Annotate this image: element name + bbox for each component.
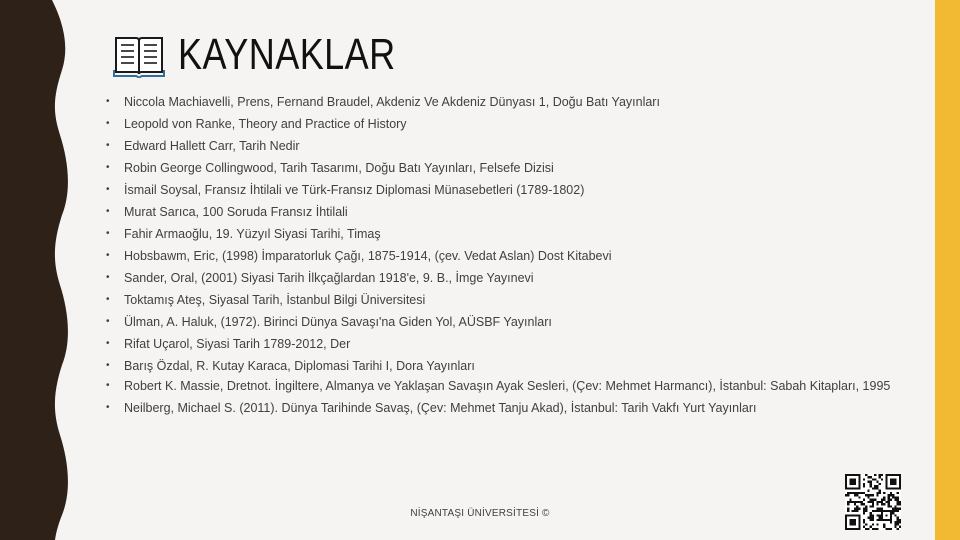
reference-item: [102, 401, 902, 415]
reference-text: Robert K. Massie, Dretnot. İngiltere, Almanya ve Yaklaşan Savaşın Ayak Sesleri, (Çev: Mehmet Harmancı), İstanbul: Sabah Kitapları, 1995: [124, 379, 891, 393]
reference-text: Robin George Collingwood, Tarih Tasarımı, Doğu Batı Yayınları, Felsefe Dizisi: [124, 161, 554, 175]
bullet-icon: •: [106, 272, 110, 283]
reference-item: [102, 161, 902, 175]
bullet-icon: •: [106, 316, 110, 327]
reference-item: [102, 205, 902, 219]
bullet-icon: •: [106, 338, 110, 349]
bullet-icon: •: [106, 118, 110, 129]
reference-text: Toktamış Ateş, Siyasal Tarih, İstanbul Bilgi Üniversitesi: [124, 293, 426, 307]
reference-text: Neilberg, Michael S. (2011). Dünya Tarihinde Savaş, (Çev: Mehmet Tanju Akad), İstanbul: Tarih Vakfı Yurt Yayınları: [124, 401, 757, 415]
reference-text: Edward Hallett Carr, Tarih Nedir: [124, 139, 300, 153]
qr-code-icon: [845, 474, 901, 530]
reference-text: İsmail Soysal, Fransız İhtilali ve Türk-Fransız Diplomasi Münasebetleri (1789-1802): [124, 183, 585, 197]
left-band-shape: [0, 0, 68, 540]
reference-item: [102, 227, 902, 241]
page-title: KAYNAKLAR: [178, 30, 396, 79]
left-decorative-band: [0, 0, 75, 540]
bullet-icon: •: [106, 294, 110, 305]
book-icon: [112, 32, 166, 78]
reference-text: Fahir Armaoğlu, 19. Yüzyıl Siyasi Tarihi, Timaş: [124, 227, 381, 241]
reference-text: Niccola Machiavelli, Prens, Fernand Braudel, Akdeniz Ve Akdeniz Dünyası 1, Doğu Batı Yayınları: [124, 95, 660, 109]
bullet-icon: •: [106, 206, 110, 217]
reference-list: [102, 95, 902, 423]
reference-text: Sander, Oral, (2001) Siyasi Tarih İlkçağlardan 1918'e, 9. B., İmge Yayınevi: [124, 271, 534, 285]
reference-item: [102, 271, 902, 285]
reference-item: [102, 249, 902, 263]
bullet-icon: •: [106, 250, 110, 261]
reference-item: [102, 337, 902, 351]
reference-item: [102, 379, 902, 393]
reference-item: [102, 293, 902, 307]
reference-item: [102, 359, 902, 373]
bullet-icon: •: [106, 184, 110, 195]
bullet-icon: •: [106, 402, 110, 413]
bullet-icon: •: [106, 96, 110, 107]
bullet-icon: •: [106, 228, 110, 239]
bullet-icon: •: [106, 140, 110, 151]
reference-text: Murat Sarıca, 100 Soruda Fransız İhtilali: [124, 205, 348, 219]
reference-text: Rifat Uçarol, Siyasi Tarih 1789-2012, Der: [124, 337, 351, 351]
reference-item: [102, 315, 902, 329]
reference-text: Leopold von Ranke, Theory and Practice of History: [124, 117, 407, 131]
bullet-icon: •: [106, 162, 110, 173]
reference-item: [102, 95, 902, 109]
reference-item: [102, 139, 902, 153]
bullet-icon: •: [106, 360, 110, 371]
footer-text: NİŞANTAŞI ÜNİVERSİTESİ ©: [410, 508, 550, 519]
reference-item: [102, 117, 902, 131]
title-area: [112, 30, 443, 80]
reference-text: Hobsbawm, Eric, (1998) İmparatorluk Çağı, 1875-1914, (çev. Vedat Aslan) Dost Kitabevi: [124, 249, 612, 263]
reference-item: [102, 183, 902, 197]
right-accent-band: [935, 0, 960, 540]
reference-text: Barış Özdal, R. Kutay Karaca, Diplomasi Tarihi I, Dora Yayınları: [124, 359, 475, 373]
bullet-icon: •: [106, 380, 110, 391]
reference-text: Ülman, A. Haluk, (1972). Birinci Dünya Savaşı'na Giden Yol, AÜSBF Yayınları: [124, 315, 552, 329]
